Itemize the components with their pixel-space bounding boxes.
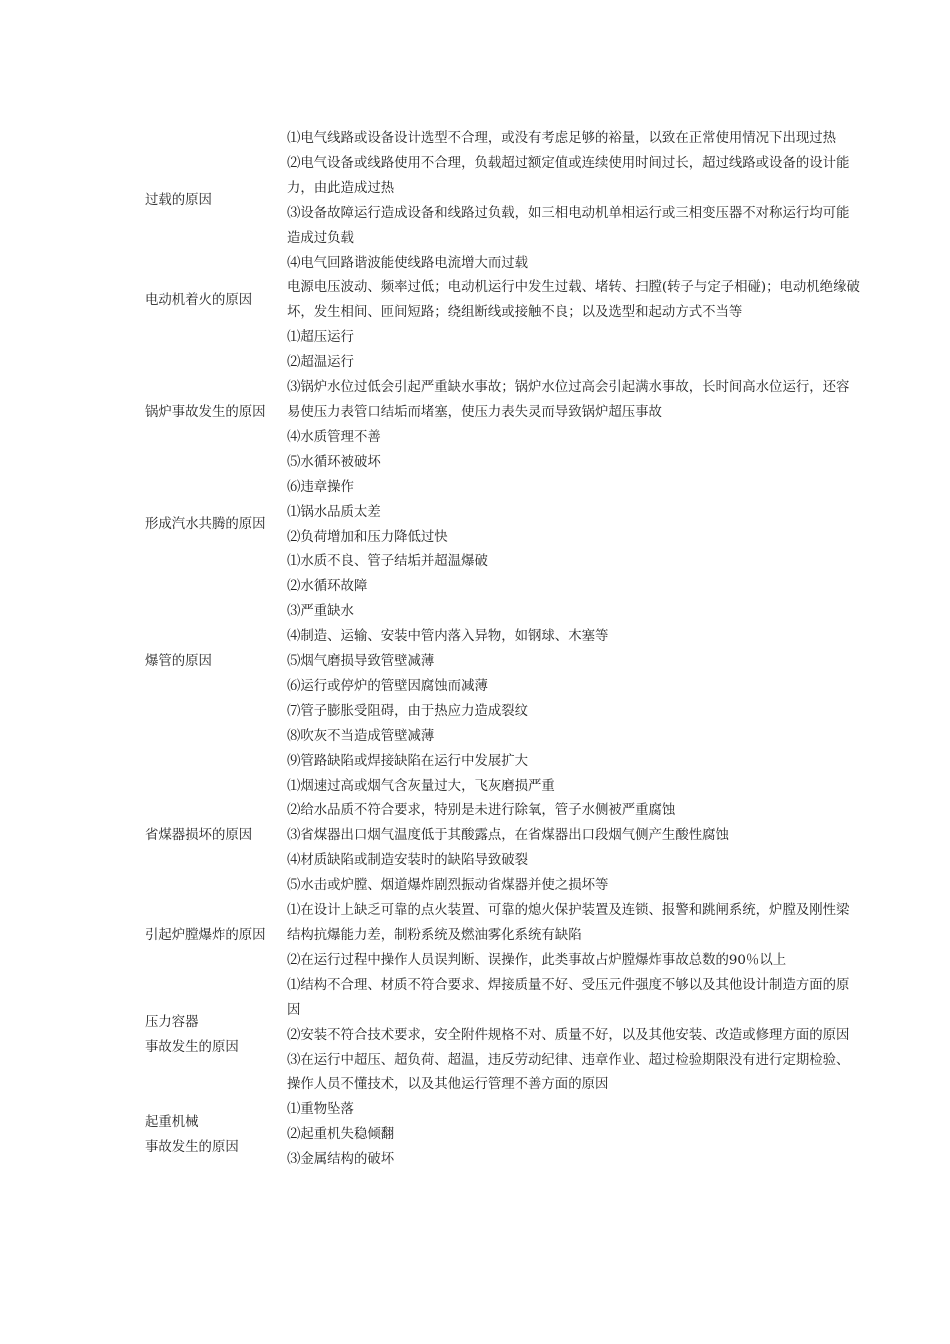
table-row — [141, 326, 861, 500]
cause-items-cell — [287, 899, 861, 974]
cause-items-cell — [287, 974, 861, 1099]
cause-items-cell — [287, 775, 861, 900]
cause-item: ⑴重物坠落 — [287, 1102, 354, 1118]
cause-category-label: 过载的原因 — [145, 193, 212, 209]
cause-item: ⑴在设计上缺乏可靠的点火装置、可靠的熄火保护装置及连锁、报警和跳闸系统，炉膛及刚性梁结构抗爆能力差，制粉系统及燃油雾化系统有缺陷 — [287, 903, 850, 943]
cause-category-label: 事故发生的原因 — [145, 1139, 239, 1155]
table-row — [141, 775, 861, 900]
cause-item: ⑶在运行中超压、超负荷、超温，违反劳动纪律、违章作业、超过检验期限没有进行定期检验、操作人员不懂技术，以及其他运行管理不善方面的原因 — [287, 1052, 850, 1093]
cause-category-label: 压力容器 — [145, 1015, 199, 1031]
cause-item: ⑻吹灰不当造成管壁减薄 — [287, 728, 435, 744]
table-row — [141, 899, 861, 974]
cause-item: ⑴烟速过高或烟气含灰量过大，飞灰磨损严重 — [287, 778, 555, 794]
cause-item: ⑶设备故障运行造成设备和线路过负载，如三相电动机单相运行或三相变压器不对称运行均可能造成过负载 — [287, 205, 850, 246]
cause-item: ⑸水循环被破坏 — [287, 454, 381, 470]
cause-item: ⑷材质缺陷或制造安装时的缺陷导致破裂 — [287, 853, 529, 869]
cause-category-cell — [141, 899, 287, 974]
cause-item: ⑶严重缺水 — [287, 604, 354, 620]
cause-items-cell — [287, 326, 861, 500]
cause-item: ⑸烟气磨损导致管壁减薄 — [287, 654, 435, 670]
cause-item: ⑶锅炉水位过低会引起严重缺水事故；锅炉水位过高会引起满水事故，长时间高水位运行，还容易使压力表管口结垢而堵塞，使压力表失灵而导致锅炉超压事故 — [287, 380, 850, 420]
cause-category-cell — [141, 326, 287, 500]
table-row — [141, 501, 861, 551]
cause-item: ⑼管路缺陷或焊接缺陷在运行中发展扩大 — [287, 753, 529, 769]
cause-item: ⑷水质管理不善 — [287, 429, 381, 445]
table-row — [141, 276, 861, 326]
cause-items-cell — [287, 550, 861, 774]
table-body — [141, 127, 861, 1173]
cause-item: ⑶省煤器出口烟气温度低于其酸露点，在省煤器出口段烟气侧产生酸性腐蚀 — [287, 828, 729, 844]
cause-category-label: 锅炉事故发生的原因 — [145, 404, 266, 420]
cause-category-label: 省煤器损坏的原因 — [145, 828, 253, 844]
cause-item: ⑵在运行过程中操作人员误判断、误操作，此类事故占炉膛爆炸事故总数的90％以上 — [287, 952, 787, 968]
cause-items-cell — [287, 1098, 861, 1173]
cause-item: ⑹运行或停炉的管壁因腐蚀而减薄 — [287, 678, 488, 694]
cause-category-label: 引起炉膛爆炸的原因 — [145, 928, 266, 943]
cause-item: ⑷制造、运输、安装中管内落入异物，如钢球、木塞等 — [287, 629, 609, 645]
cause-item: ⑶金属结构的破坏 — [287, 1152, 395, 1168]
cause-item: ⑴超压运行 — [287, 330, 354, 346]
cause-item: ⑵电气设备或线路使用不合理，负载超过额定值或连续使用时间过长，超过线路或设备的设计能力，由此造成过热 — [287, 155, 850, 196]
table-row — [141, 550, 861, 774]
cause-category-cell — [141, 974, 287, 1099]
cause-item: ⑴锅水品质太差 — [287, 504, 381, 520]
cause-item: ⑴电气线路或设备设计选型不合理，或没有考虑足够的裕量，以致在正常使用情况下出现过热 — [287, 131, 837, 146]
cause-category-cell — [141, 1098, 287, 1173]
cause-item: ⑵给水品质不符合要求，特别是未进行除氧，管子水侧被严重腐蚀 — [287, 803, 676, 819]
cause-category-label: 事故发生的原因 — [145, 1040, 239, 1056]
cause-items-cell — [287, 276, 861, 326]
cause-item: ⑵水循环故障 — [287, 579, 368, 595]
cause-category-cell — [141, 276, 287, 326]
cause-item: ⑵负荷增加和压力降低过快 — [287, 529, 448, 545]
cause-item: ⑴水质不良、管子结垢并超温爆破 — [287, 554, 488, 570]
cause-category-label: 电动机着火的原因 — [145, 292, 253, 308]
cause-items-cell — [287, 127, 861, 276]
cause-item: ⑸水击或炉膛、烟道爆炸剧烈振动省煤器并使之损坏等 — [287, 878, 609, 894]
cause-item: ⑹违章操作 — [287, 479, 354, 495]
cause-category-cell — [141, 501, 287, 551]
cause-category-label: 形成汽水共腾的原因 — [145, 517, 266, 533]
table-row — [141, 974, 861, 1099]
cause-category-label: 起重机械 — [145, 1114, 199, 1130]
cause-item: ⑵起重机失稳倾翻 — [287, 1127, 395, 1143]
cause-item: ⑺管子膨胀受阻碍，由于热应力造成裂纹 — [287, 703, 529, 719]
table-row — [141, 1098, 861, 1173]
accident-causes-table — [141, 127, 861, 1173]
cause-category-cell — [141, 775, 287, 900]
cause-item: ⑷电气回路谐波能使线路电流增大而过载 — [287, 255, 529, 271]
cause-category-label: 爆管的原因 — [145, 654, 212, 670]
cause-category-cell — [141, 550, 287, 774]
table-row — [141, 127, 861, 276]
cause-item: 电源电压波动、频率过低；电动机运行中发生过载、堵转、扫膛(转子与定子相碰)；电动机绝缘破坏，发生相间、匝间短路；绕组断线或接触不良；以及选型和起动方式不当等 — [287, 280, 860, 321]
cause-category-cell — [141, 127, 287, 276]
cause-item: ⑴结构不合理、材质不符合要求、焊接质量不好、受压元件强度不够以及其他设计制造方面的原因 — [287, 977, 850, 1018]
cause-item: ⑵超温运行 — [287, 355, 354, 371]
cause-items-cell — [287, 501, 861, 551]
cause-item: ⑵安装不符合技术要求，安全附件规格不对、质量不好，以及其他安装、改造或修理方面的原因 — [287, 1027, 850, 1043]
